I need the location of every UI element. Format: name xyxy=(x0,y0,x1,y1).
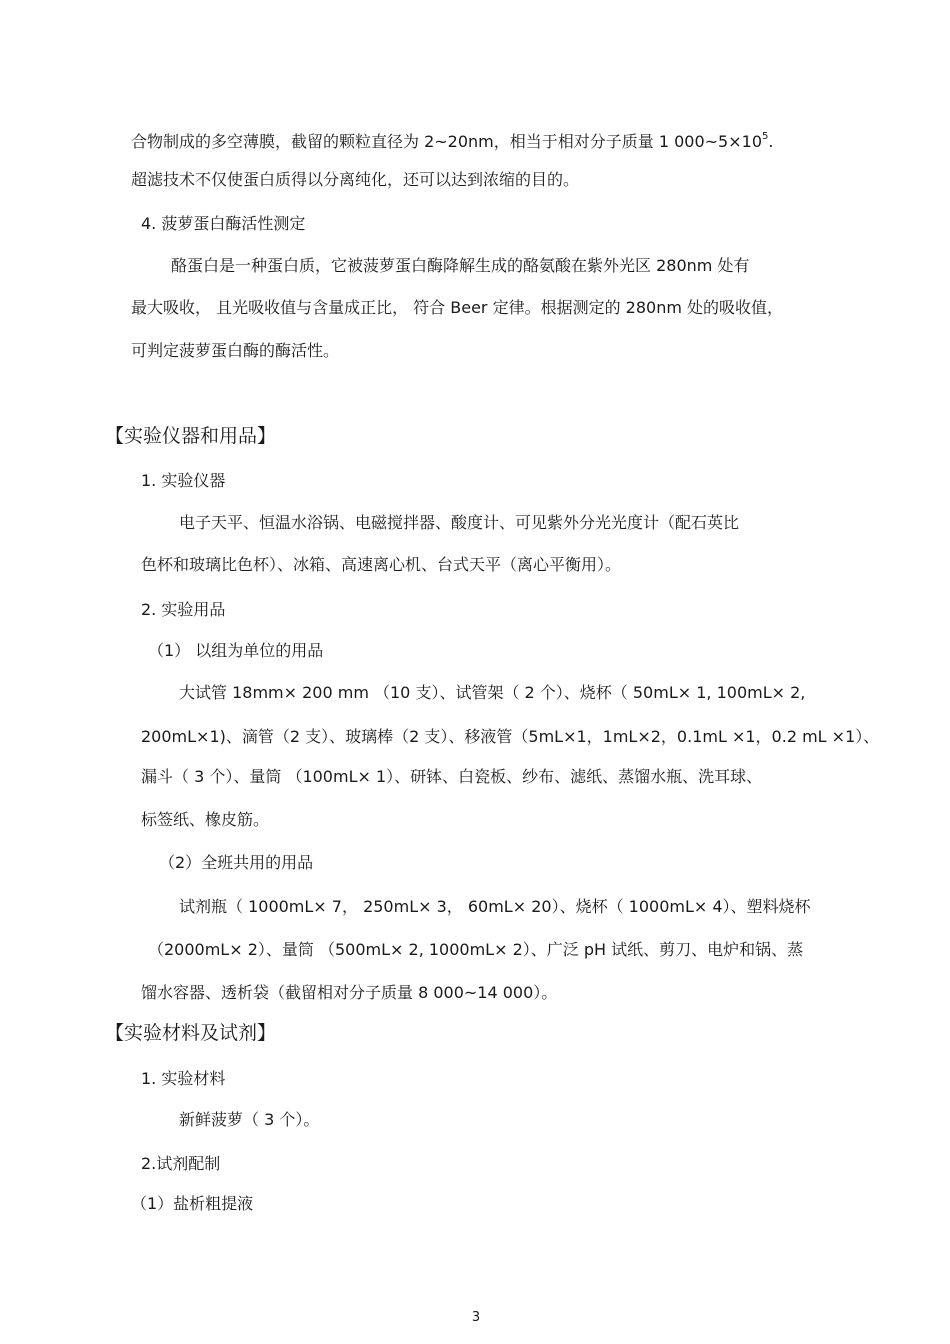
instruments-item-1-title: 1. 实验仪器 xyxy=(141,471,226,490)
instruments-sub-2-line-3: 馏水容器、透析袋（截留相对分子质量 8 000~14 000）。 xyxy=(141,983,558,1002)
intro-line-1 xyxy=(131,127,773,152)
instruments-sub-1-line-2: 200mL×1)、滴管（2 支）、玻璃棒（2 支）、移液管（5mL×1，1mL×2，0.1mL ×1，0.2 mL ×1）、 xyxy=(141,727,880,746)
materials-sub-1-title: （1）盐析粗提液 xyxy=(131,1194,254,1213)
instruments-sub-2-title: （2）全班共用的用品 xyxy=(159,853,314,872)
intro-line-2: 超滤技术不仅使蛋白质得以分离纯化，还可以达到浓缩的目的。 xyxy=(131,170,580,189)
instruments-item-2-title: 2. 实验用品 xyxy=(141,600,226,619)
section-4-title: 4. 菠萝蛋白酶活性测定 xyxy=(141,214,306,233)
instruments-sub-1-title: （1） 以组为单位的用品 xyxy=(148,641,324,660)
intro-line-1-text: 合物制成的多空薄膜，截留的颗粒直径为 2~20nm，相当于相对分子质量 1 000~5×10 xyxy=(131,132,763,151)
instruments-sub-2-line-1: 试剂瓶（ 1000mL× 7， 250mL× 3， 60mL× 20）、烧杯（ 1000mL× 4）、塑料烧杯 xyxy=(179,897,811,916)
section-4-line-1: 酪蛋白是一种蛋白质，它被菠萝蛋白酶降解生成的酪氨酸在紫外光区 280nm 处有 xyxy=(171,256,750,275)
instruments-sub-1-line-1: 大试管 18mm× 200 mm （10 支）、试管架（ 2 个）、烧杯（ 50mL× 1, 100mL× 2, xyxy=(179,683,806,702)
intro-superscript: 5 xyxy=(762,131,769,142)
intro-line-1-end: . xyxy=(768,132,774,151)
instruments-sub-1-line-3: 漏斗（ 3 个）、量筒 （100mL× 1）、研钵、白瓷板、纱布、滤纸、蒸馏水瓶、洗耳球、 xyxy=(141,767,763,786)
section-4-line-3: 可判定菠萝蛋白酶的酶活性。 xyxy=(131,341,340,360)
instruments-sub-2-line-2: （2000mL× 2）、量筒 （500mL× 2, 1000mL× 2）、广泛 pH 试纸、剪刀、电炉和锅、蒸 xyxy=(148,940,804,959)
materials-heading: 【实验材料及试剂】 xyxy=(105,1022,277,1044)
materials-item-2-title: 2.试剂配制 xyxy=(141,1154,221,1173)
instruments-item-1-line-2: 色杯和玻璃比色杯）、冰箱、高速离心机、台式天平（离心平衡用）。 xyxy=(141,555,622,574)
instruments-heading: 【实验仪器和用品】 xyxy=(105,425,277,447)
instruments-sub-1-line-4: 标签纸、橡皮筋。 xyxy=(141,810,270,829)
materials-item-1-title: 1. 实验材料 xyxy=(141,1069,226,1088)
materials-item-1-line-1: 新鲜菠萝（ 3 个）。 xyxy=(179,1110,320,1129)
instruments-item-1-line-1: 电子天平、恒温水浴锅、电磁搅拌器、酸度计、可见紫外分光光度计（配石英比 xyxy=(179,513,740,532)
page-number: 3 xyxy=(471,1310,481,1325)
section-4-line-2: 最大吸收， 且光吸收值与含量成正比， 符合 Beer 定律。根据测定的 280nm 处的吸收值， xyxy=(131,298,784,317)
